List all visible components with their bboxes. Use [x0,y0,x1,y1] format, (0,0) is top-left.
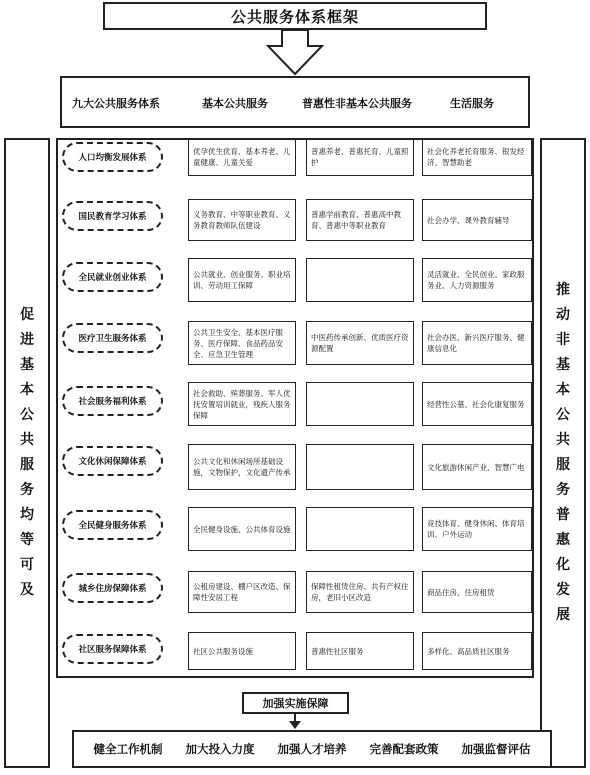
life-service-cell: 商品住房，住房租赁 [422,571,532,613]
life-service-cell: 社会化养老托育服务、银发经济、智慧助老 [422,138,532,176]
inclusive-service-cell [306,444,414,490]
header-systems: 九大公共服务体系 [72,97,160,110]
measure-item: 健全工作机制 [93,742,163,756]
small-arrow-head [289,721,301,729]
column-header [60,76,530,128]
system-node: 社会服务福利体系 [62,386,163,416]
measure-item: 加大投入力度 [185,742,255,756]
system-node: 全民健身服务体系 [62,510,163,540]
life-service-cell: 多样化、高品质社区服务 [422,632,532,670]
header-inclusive: 普惠性非基本公共服务 [302,97,412,110]
basic-service-cell: 全民健身设施、公共体育设施 [188,507,296,551]
header-basic: 基本公共服务 [202,97,268,110]
inclusive-service-cell: 中医药传承创新、优质医疗资源配置 [306,321,414,365]
system-node: 文化休闲保障体系 [62,446,163,476]
inclusive-service-cell: 普惠性社区服务 [306,632,414,670]
header-life: 生活服务 [450,97,494,110]
basic-service-cell: 优孕优生优育、基本养老、儿童健康、儿童关爱 [188,138,296,176]
inclusive-service-cell: 普惠学前教育、普惠高中教育、普惠中等职业教育 [306,199,414,241]
system-node: 人口均衡发展体系 [62,142,163,172]
basic-service-cell: 公共卫生安全、基本医疗服务、医疗保障、食品药品安全、应急卫生管理 [188,321,296,365]
inclusive-service-cell: 保障性租赁住房、共有产权住房，老旧小区改造 [306,571,414,613]
inclusive-service-cell [306,382,414,426]
system-node: 社区服务保障体系 [62,634,163,664]
life-service-cell: 社会办学、课外教育辅导 [422,199,532,241]
inclusive-service-cell [306,258,414,302]
big-down-arrow [268,30,322,74]
basic-service-cell: 公租房建设、棚户区改造、保障性安居工程 [188,571,296,613]
basic-service-cell: 义务教育、中等职业教育、义务教育教师队伍建设 [188,199,296,241]
framework-title: 公共服务体系框架 [103,2,487,30]
measure-item: 加强监督评估 [461,742,531,756]
system-node: 全民就业创业体系 [62,262,163,292]
inclusive-service-cell [306,507,414,551]
right-side-panel [540,138,586,768]
measures-footer [72,730,552,768]
guarantee-label: 加强实施保障 [242,692,349,714]
basic-service-cell: 公共就业、创业服务、职业培训、劳动用工保障 [188,258,296,302]
basic-service-cell: 社区公共服务设施 [188,632,296,670]
life-service-cell: 社会办医、新兴医疗服务、健康信息化 [422,321,532,365]
right-side-text: 推动非基本公共服务普惠化发展 [556,282,570,623]
system-node: 国民教育学习体系 [62,201,163,231]
life-service-cell: 灵活就业、全民创业、家政服务业、人力资源服务 [422,258,532,302]
basic-service-cell: 公共文化和休闲场所基础设施，文物保护，文化遗产传承 [188,444,296,490]
life-service-cell: 经营性公墓、社会化康复服务 [422,382,532,426]
system-node: 医疗卫生服务体系 [62,323,163,353]
measure-item: 加强人才培养 [277,742,347,756]
life-service-cell: 文化旅游休闲产业、智慧广电 [422,444,532,490]
left-side-text: 促进基本公共服务均等可及 [20,307,34,598]
system-node: 城乡住房保障体系 [62,573,163,603]
measure-item: 完善配套政策 [369,742,439,756]
inclusive-service-cell: 普惠养老、普惠托育、儿童照护 [306,138,414,176]
basic-service-cell: 社会救助、殡葬服务、军人优抚安置培训就业，残疾人服务保障 [188,382,296,426]
left-side-panel [4,138,50,768]
life-service-cell: 竞技体育、健身休闲、体育培训、户外运动 [422,507,532,551]
